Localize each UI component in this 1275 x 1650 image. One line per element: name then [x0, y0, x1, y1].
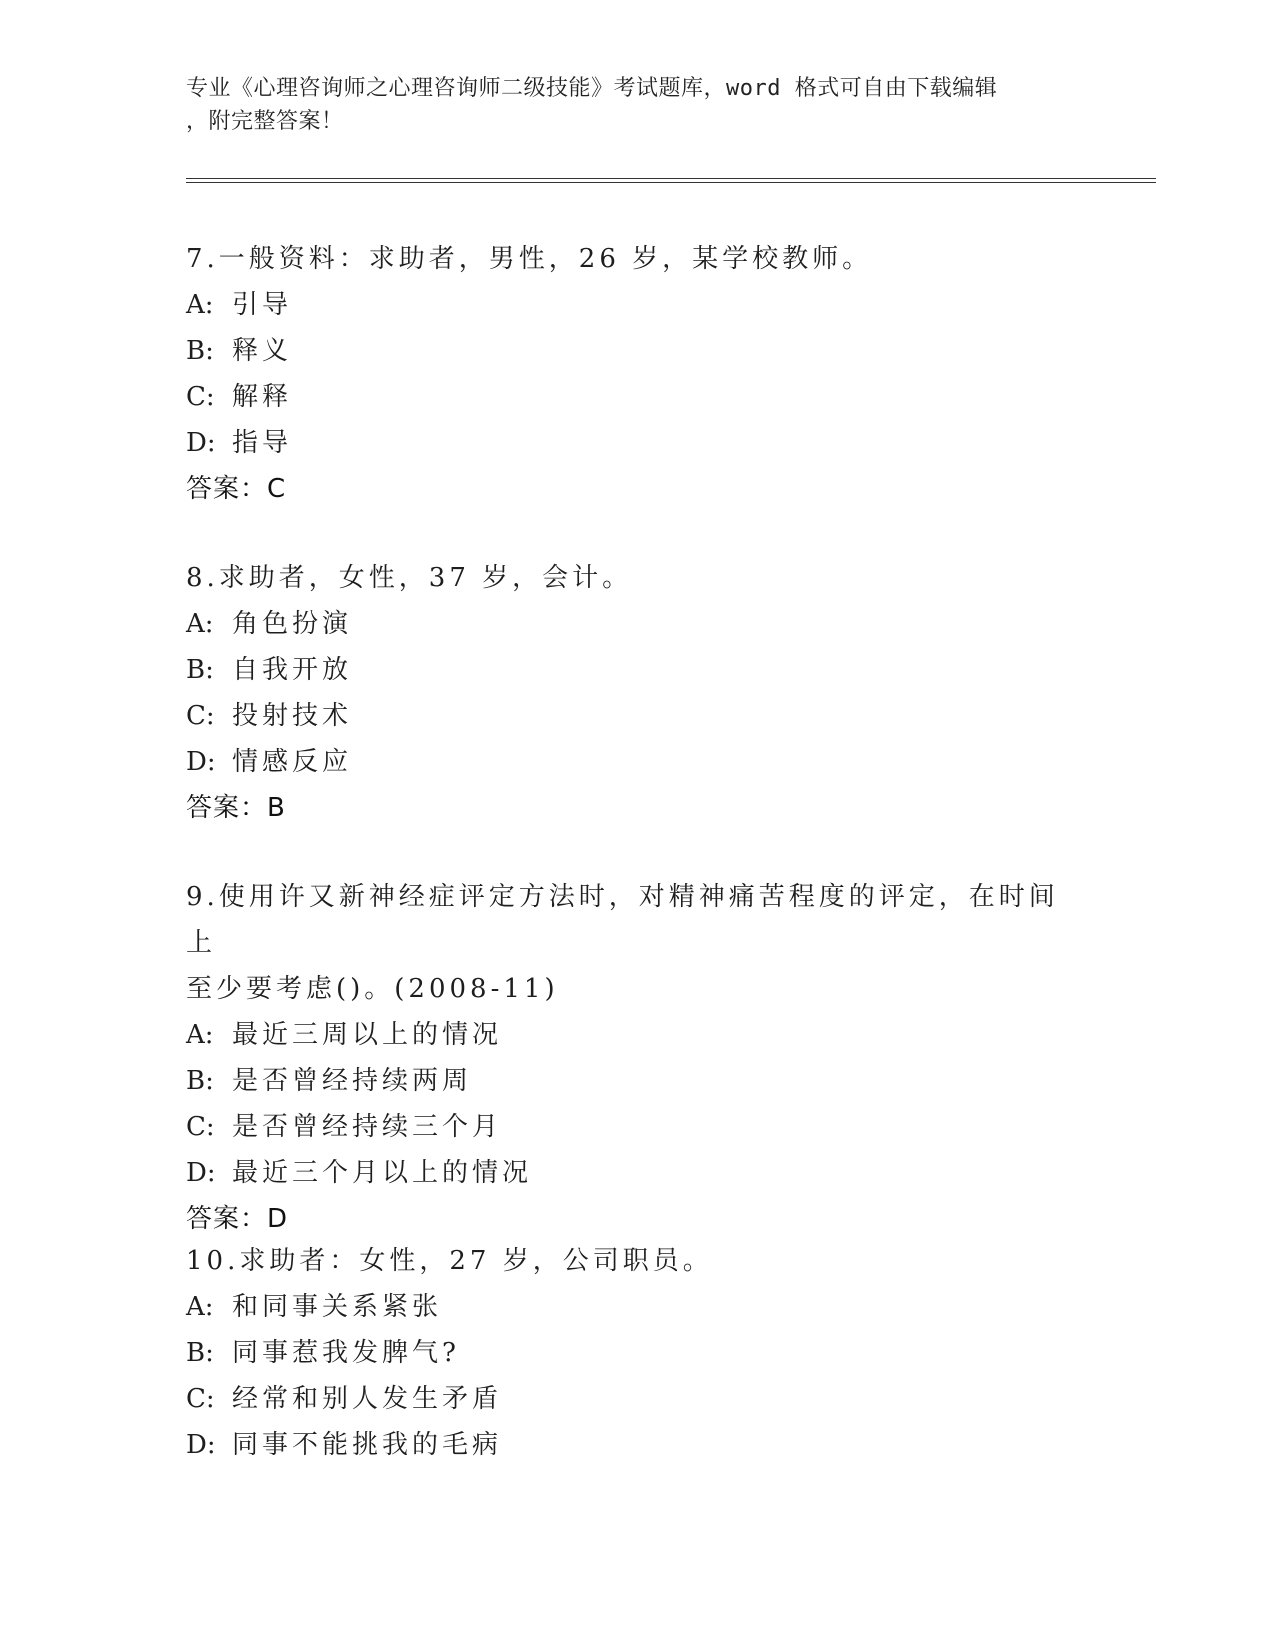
option-a: [186, 601, 1086, 647]
option-key: C:: [186, 1384, 215, 1414]
option-text: 指导: [232, 428, 293, 458]
option-text: 是否曾经持续两周: [232, 1066, 473, 1096]
option-key: B:: [186, 1066, 214, 1096]
question-10: [186, 1238, 1086, 1468]
question-stem: 8.求助者，女性，37 岁，会计。: [186, 563, 633, 593]
answer-line: 答案：C: [186, 474, 287, 504]
option-key: D:: [186, 747, 216, 777]
option-d: [186, 420, 1086, 466]
option-text: 是否曾经持续三个月: [232, 1112, 503, 1142]
option-b: [186, 328, 1086, 374]
question-stem-line-2: 至少要考虑()。(2008-11): [186, 974, 559, 1004]
option-text: 和同事关系紧张: [232, 1292, 443, 1322]
header-divider-bottom: [186, 182, 1156, 183]
option-c: [186, 693, 1086, 739]
option-b: [186, 647, 1086, 693]
option-c: [186, 1376, 1086, 1422]
answer-line: 答案：D: [186, 1204, 289, 1234]
option-c: [186, 1104, 1086, 1150]
question-9: [186, 874, 1086, 1242]
question-8: [186, 555, 1086, 831]
option-text: 同事惹我发脾气?: [232, 1338, 460, 1368]
question-stem: 7.一般资料：求助者，男性，26 岁，某学校教师。: [186, 244, 873, 274]
option-key: A:: [186, 1292, 214, 1322]
option-key: C:: [186, 701, 215, 731]
option-b: [186, 1058, 1086, 1104]
option-text: 自我开放: [232, 655, 353, 685]
option-d: [186, 1150, 1086, 1196]
option-key: D:: [186, 1430, 216, 1460]
option-key: D:: [186, 428, 216, 458]
option-text: 经常和别人发生矛盾: [232, 1384, 503, 1414]
header-divider-top: [186, 178, 1156, 179]
option-key: D:: [186, 1158, 216, 1188]
option-a: [186, 1284, 1086, 1330]
option-a: [186, 1012, 1086, 1058]
question-stem: 10.求助者：女性，27 岁，公司职员。: [186, 1246, 713, 1276]
question-stem-line-1: 9.使用许又新神经症评定方法时，对精神痛苦程度的评定，在时间上: [186, 882, 1059, 958]
option-text: 引导: [232, 290, 293, 320]
option-text: 投射技术: [232, 701, 353, 731]
option-b: [186, 1330, 1086, 1376]
option-text: 角色扮演: [232, 609, 353, 639]
option-c: [186, 374, 1086, 420]
option-a: [186, 282, 1086, 328]
question-7: [186, 236, 1086, 512]
option-key: A:: [186, 1020, 214, 1050]
option-key: A:: [186, 609, 214, 639]
option-key: B:: [186, 1338, 214, 1368]
option-text: 解释: [232, 382, 293, 412]
option-d: [186, 1422, 1086, 1468]
header-line-1: 专业《心理咨询师之心理咨询师二级技能》考试题库，word 格式可自由下载编辑: [186, 76, 998, 101]
option-text: 情感反应: [232, 747, 353, 777]
option-key: C:: [186, 1112, 215, 1142]
answer-line: 答案：B: [186, 793, 286, 823]
option-key: B:: [186, 336, 214, 366]
option-key: A:: [186, 290, 214, 320]
option-d: [186, 739, 1086, 785]
option-text: 最近三周以上的情况: [232, 1020, 503, 1050]
option-text: 释义: [232, 336, 293, 366]
document-header: [186, 72, 1066, 138]
header-line-2: ，附完整答案！: [186, 109, 344, 134]
option-text: 最近三个月以上的情况: [232, 1158, 533, 1188]
option-key: C:: [186, 382, 215, 412]
option-text: 同事不能挑我的毛病: [232, 1430, 503, 1460]
option-key: B:: [186, 655, 214, 685]
